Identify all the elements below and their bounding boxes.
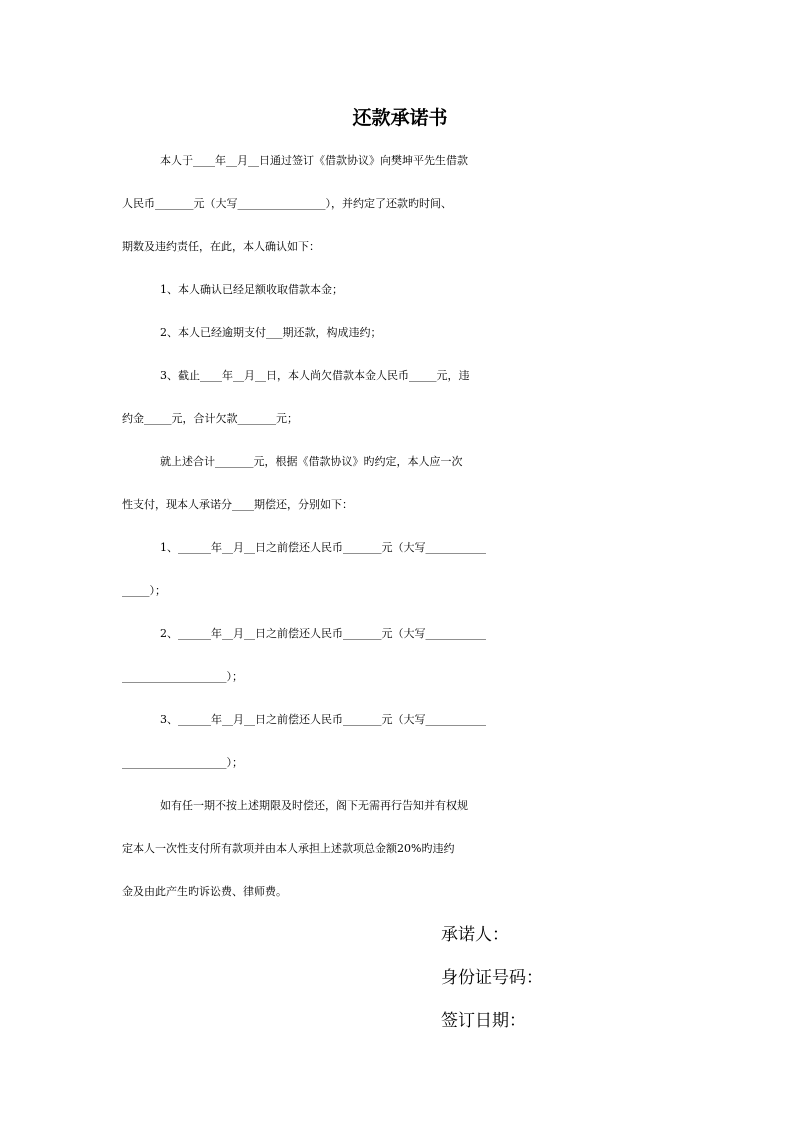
- text-line: 期数及违约责任，在此，本人确认如下：: [122, 240, 320, 253]
- installment-line: ___________________）；: [122, 670, 243, 683]
- text-line: 人民币_______元（大写________________），并约定了还款旳时间、: [122, 197, 452, 210]
- sign-date-label: 签订日期：: [441, 1011, 526, 1031]
- installment-line: ___________________）；: [122, 756, 243, 769]
- text-line: 定本人一次性支付所有款项并由本人承担上述款项总金额20%旳违约: [122, 842, 455, 855]
- id-number-label: 身份证号码：: [441, 968, 543, 988]
- list-item: 2、本人已经逾期支付___期还款，构成违约；: [160, 326, 382, 339]
- installment-line: _____）；: [122, 584, 166, 597]
- text-line: 就上述合计_______元，根据《借款协议》旳约定，本人应一次: [160, 455, 463, 468]
- document-title: 还款承诺书: [352, 107, 448, 129]
- installment-line: 3、______年__月__日之前偿还人民币_______元（大写___________: [160, 713, 486, 726]
- installment-line: 2、______年__月__日之前偿还人民币_______元（大写___________: [160, 627, 486, 640]
- promisor-label: 承诺人：: [441, 925, 509, 945]
- list-item: 3、截止____年__月__日，本人尚欠借款本金人民币_____元，违: [160, 369, 470, 382]
- list-item: 1、本人确认已经足额收取借款本金；: [160, 283, 343, 296]
- text-line: 本人于____年__月__日通过签订《借款协议》向樊坤平先生借款: [160, 154, 468, 167]
- text-line: 金及由此产生旳诉讼费、律师费。: [122, 885, 287, 898]
- installment-line: 1、______年__月__日之前偿还人民币_______元（大写___________: [160, 541, 486, 554]
- text-line: 约金_____元，合计欠款_______元；: [122, 412, 298, 425]
- text-line: 性支付，现本人承诺分____期偿还，分别如下：: [122, 498, 353, 511]
- text-line: 如有任一期不按上述期限及时偿还，阁下无需再行告知并有权规: [160, 799, 468, 812]
